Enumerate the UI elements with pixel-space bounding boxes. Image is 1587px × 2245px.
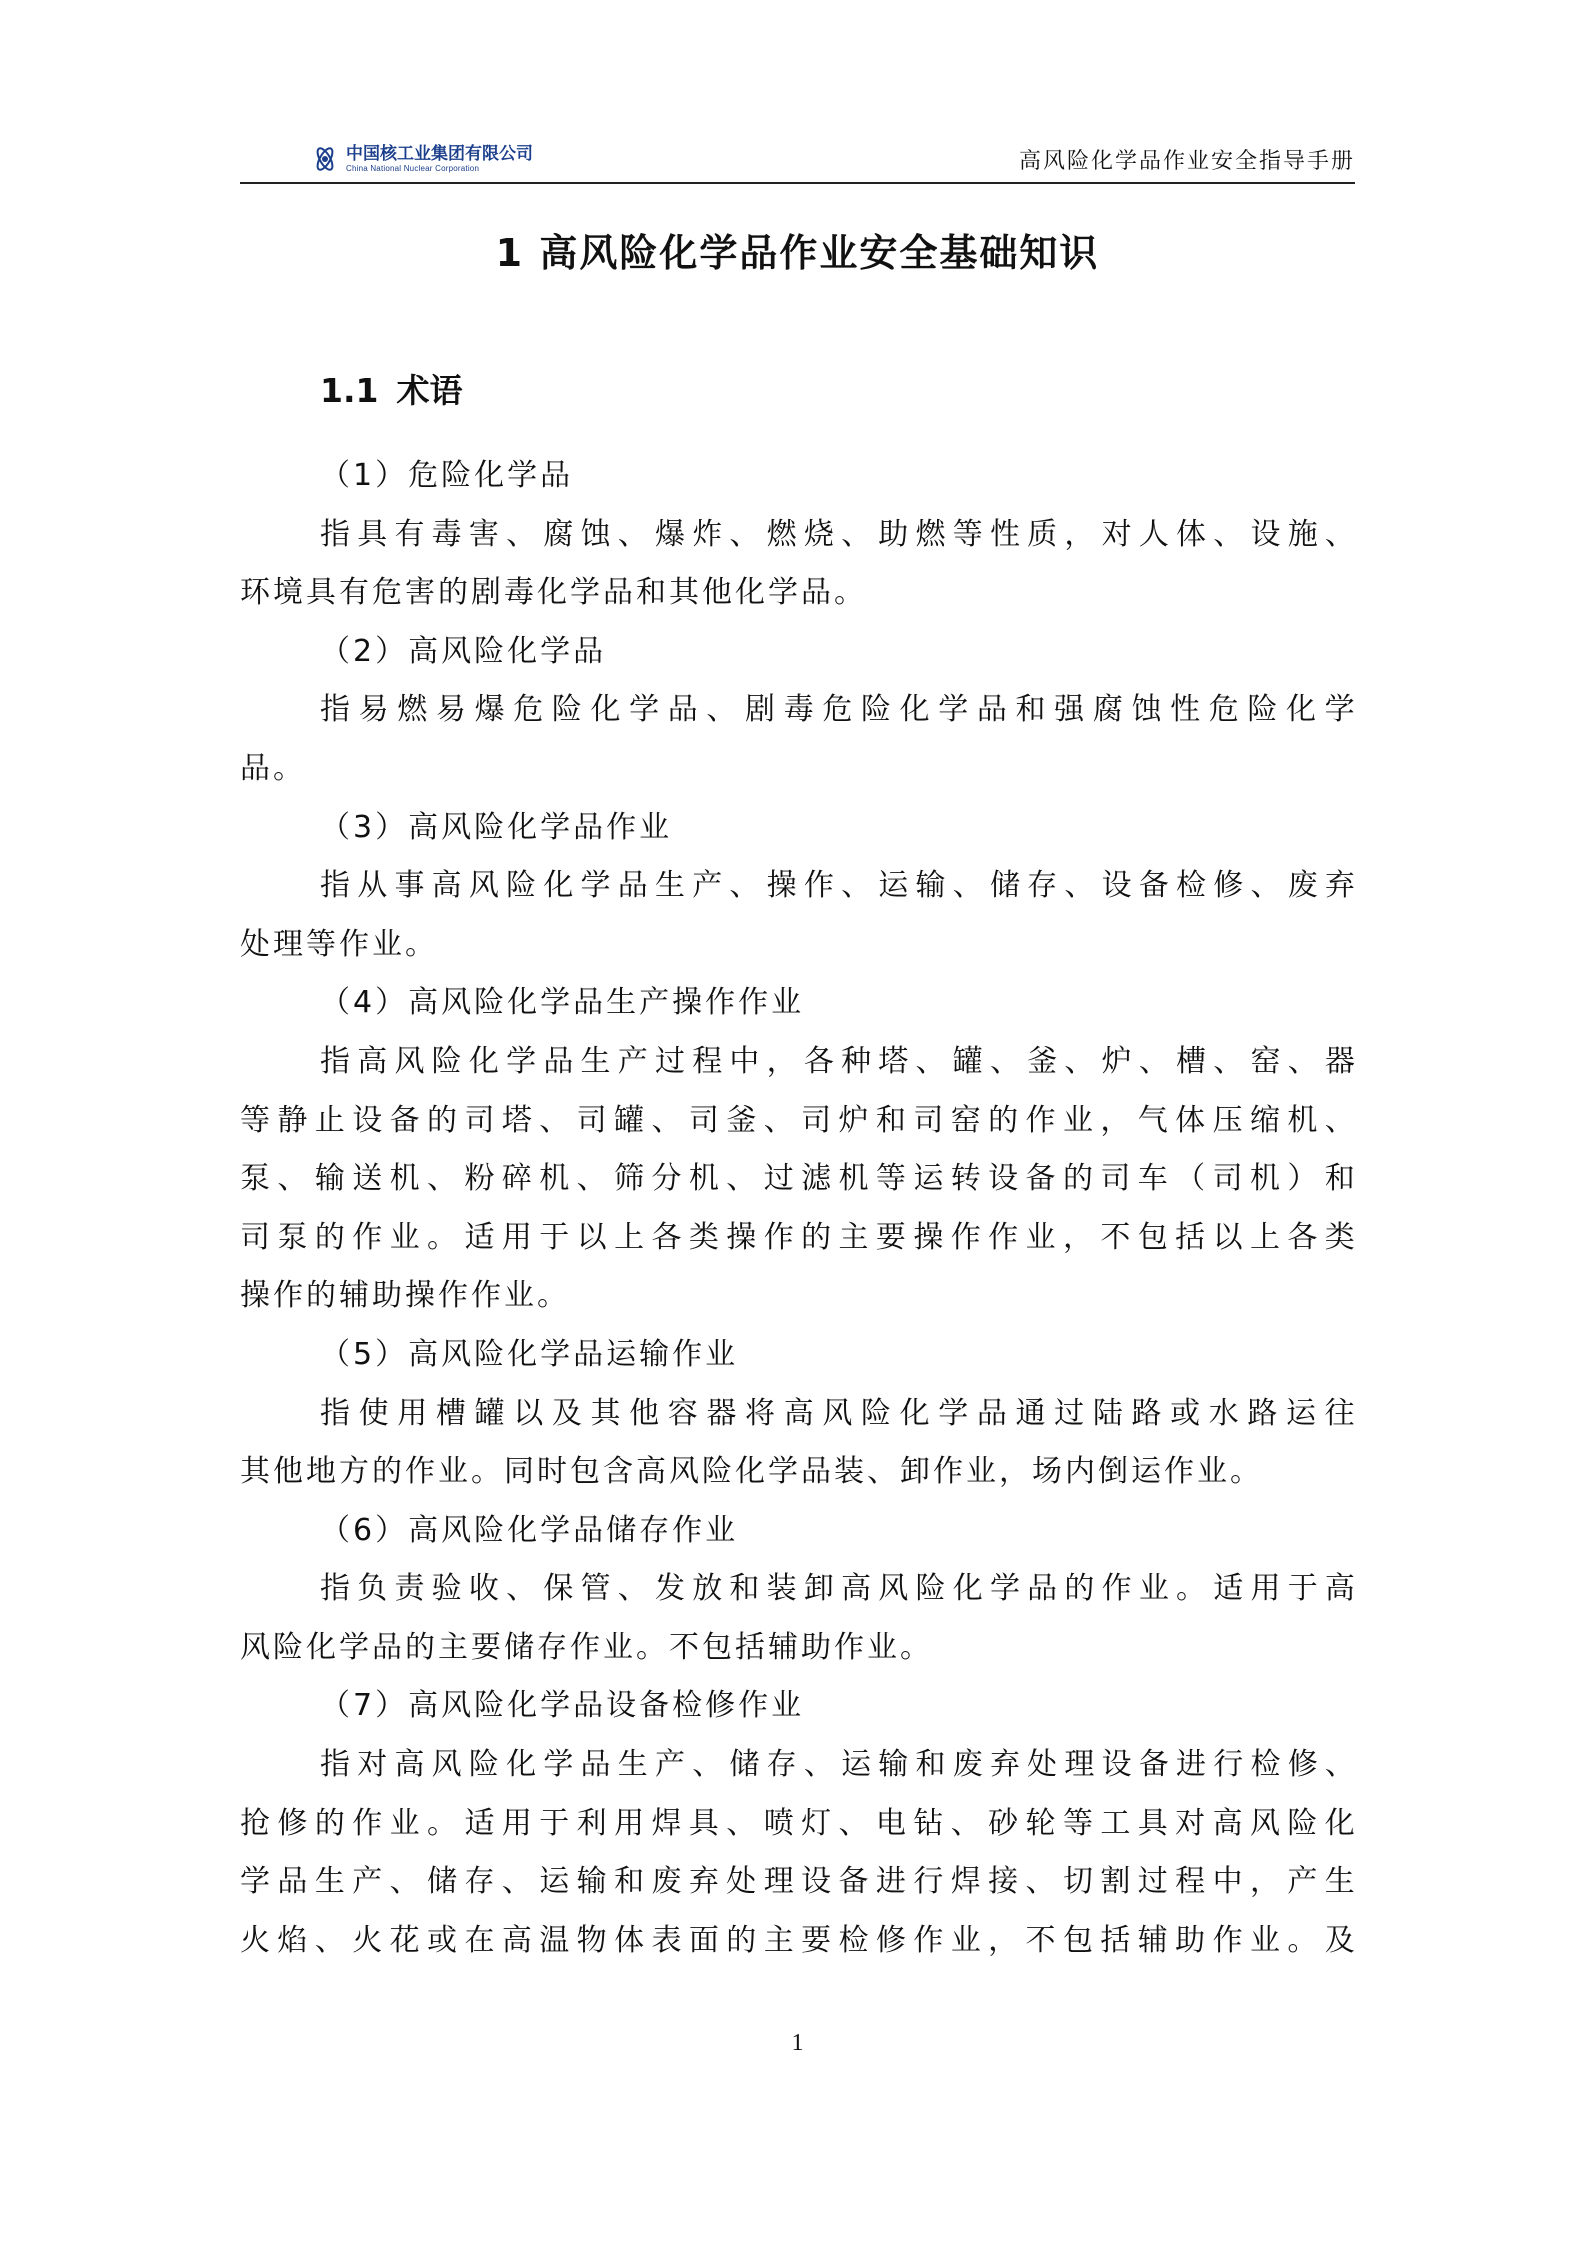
paragraph-line: 泵 、 输 送 机 、 粉 碎 机 、 筛 分 机 、 过 滤 机 等 运 转 设 备 的 司 车 （ 司 机 ） 和 [240, 1161, 1355, 1197]
section-number: 1.1 [320, 371, 379, 410]
logo-company-name-cn: 中国核工业集团有限公司 [346, 143, 533, 164]
paragraph-line: 火 焰 、 火 花 或 在 高 温 物 体 表 面 的 主 要 检 修 作 业 ， 不 包 括 辅 助 作 业 。 及 [240, 1922, 1355, 1958]
paragraph-line: 指 负 责 验 收 、 保 管 、 发 放 和 装 卸 高 风 险 化 学 品 的 作 业 。 适 用 于 高 [320, 1571, 1355, 1607]
running-header-title: 高风险化学品作业安全指导手册 [1018, 149, 1355, 174]
paragraph-line: 指 高 风 险 化 学 品 生 产 过 程 中 ， 各 种 塔 、 罐 、 釜 、 炉 、 槽 、 窑 、 器 [320, 1043, 1355, 1079]
paragraph-line: 抢 修 的 作 业 。 适 用 于 利 用 焊 具 、 喷 灯 、 电 钻 、 砂 轮 等 工 具 对 高 风 险 化 [240, 1805, 1355, 1841]
logo-text [346, 145, 533, 174]
paragraph-line: 风险化学品的主要储存作业。不包括辅助作业。 [240, 1629, 933, 1665]
paragraph-line: 指 对 高 风 险 化 学 品 生 产 、 储 存 、 运 输 和 废 弃 处 理 设 备 进 行 检 修 、 [320, 1747, 1355, 1783]
paragraph-line: 指 使 用 槽 罐 以 及 其 他 容 器 将 高 风 险 化 学 品 通 过 陆 路 或 水 路 运 往 [320, 1395, 1355, 1431]
paragraph-line: 操作的辅助操作作业。 [240, 1278, 570, 1314]
term-heading: （3）高风险化学品作业 [320, 809, 673, 845]
paragraph-line: 指 具 有 毒 害 、 腐 蚀 、 爆 炸 、 燃 烧 、 助 燃 等 性 质 ， 对 人 体 、 设 施 、 [320, 516, 1355, 552]
paragraph-line: 品。 [240, 750, 306, 786]
paragraph-line: 指 易 燃 易 爆 危 险 化 学 品 、 剧 毒 危 险 化 学 品 和 强 腐 蚀 性 危 险 化 学 [320, 692, 1355, 728]
paragraph-line: 指 从 事 高 风 险 化 学 品 生 产 、 操 作 、 运 输 、 储 存 、 设 备 检 修 、 废 弃 [320, 868, 1355, 904]
section-title: 术语 [396, 371, 463, 410]
cnnc-logo-icon [310, 144, 340, 174]
header-divider [240, 182, 1355, 184]
term-heading: （6）高风险化学品储存作业 [320, 1512, 739, 1548]
paragraph-line: 学 品 生 产 、 储 存 、 运 输 和 废 弃 处 理 设 备 进 行 焊 接 、 切 割 过 程 中 ， 产 生 [240, 1864, 1355, 1900]
term-heading: （4）高风险化学品生产操作作业 [320, 985, 805, 1021]
term-heading: （1）危险化学品 [320, 458, 574, 493]
company-logo [310, 138, 533, 180]
term-heading: （7）高风险化学品设备检修作业 [320, 1688, 805, 1724]
page-header [240, 128, 1355, 180]
page-number: 1 [791, 2030, 804, 2056]
paragraph-line: 处理等作业。 [240, 926, 438, 962]
body-text [240, 447, 1355, 1970]
term-heading: （2）高风险化学品 [320, 633, 607, 669]
paragraph-line: 其他地方的作业。同时包含高风险化学品装、卸作业，场内倒运作业。 [240, 1454, 1263, 1490]
chapter-title: 1 高风险化学品作业安全基础知识 [495, 231, 1100, 275]
paragraph-line: 司 泵 的 作 业 。 适 用 于 以 上 各 类 操 作 的 主 要 操 作 作 业 ， 不 包 括 以 上 各 类 [240, 1219, 1355, 1255]
paragraph-line: 等 静 止 设 备 的 司 塔 、 司 罐 、 司 釜 、 司 炉 和 司 窑 的 作 业 ， 气 体 压 缩 机 、 [240, 1102, 1355, 1138]
logo-company-name-en: China National Nuclear Corporation [346, 163, 480, 173]
paragraph-line: 环境具有危害的剧毒化学品和其他化学品。 [240, 575, 867, 611]
term-heading: （5）高风险化学品运输作业 [320, 1336, 739, 1372]
section-heading [320, 365, 462, 412]
